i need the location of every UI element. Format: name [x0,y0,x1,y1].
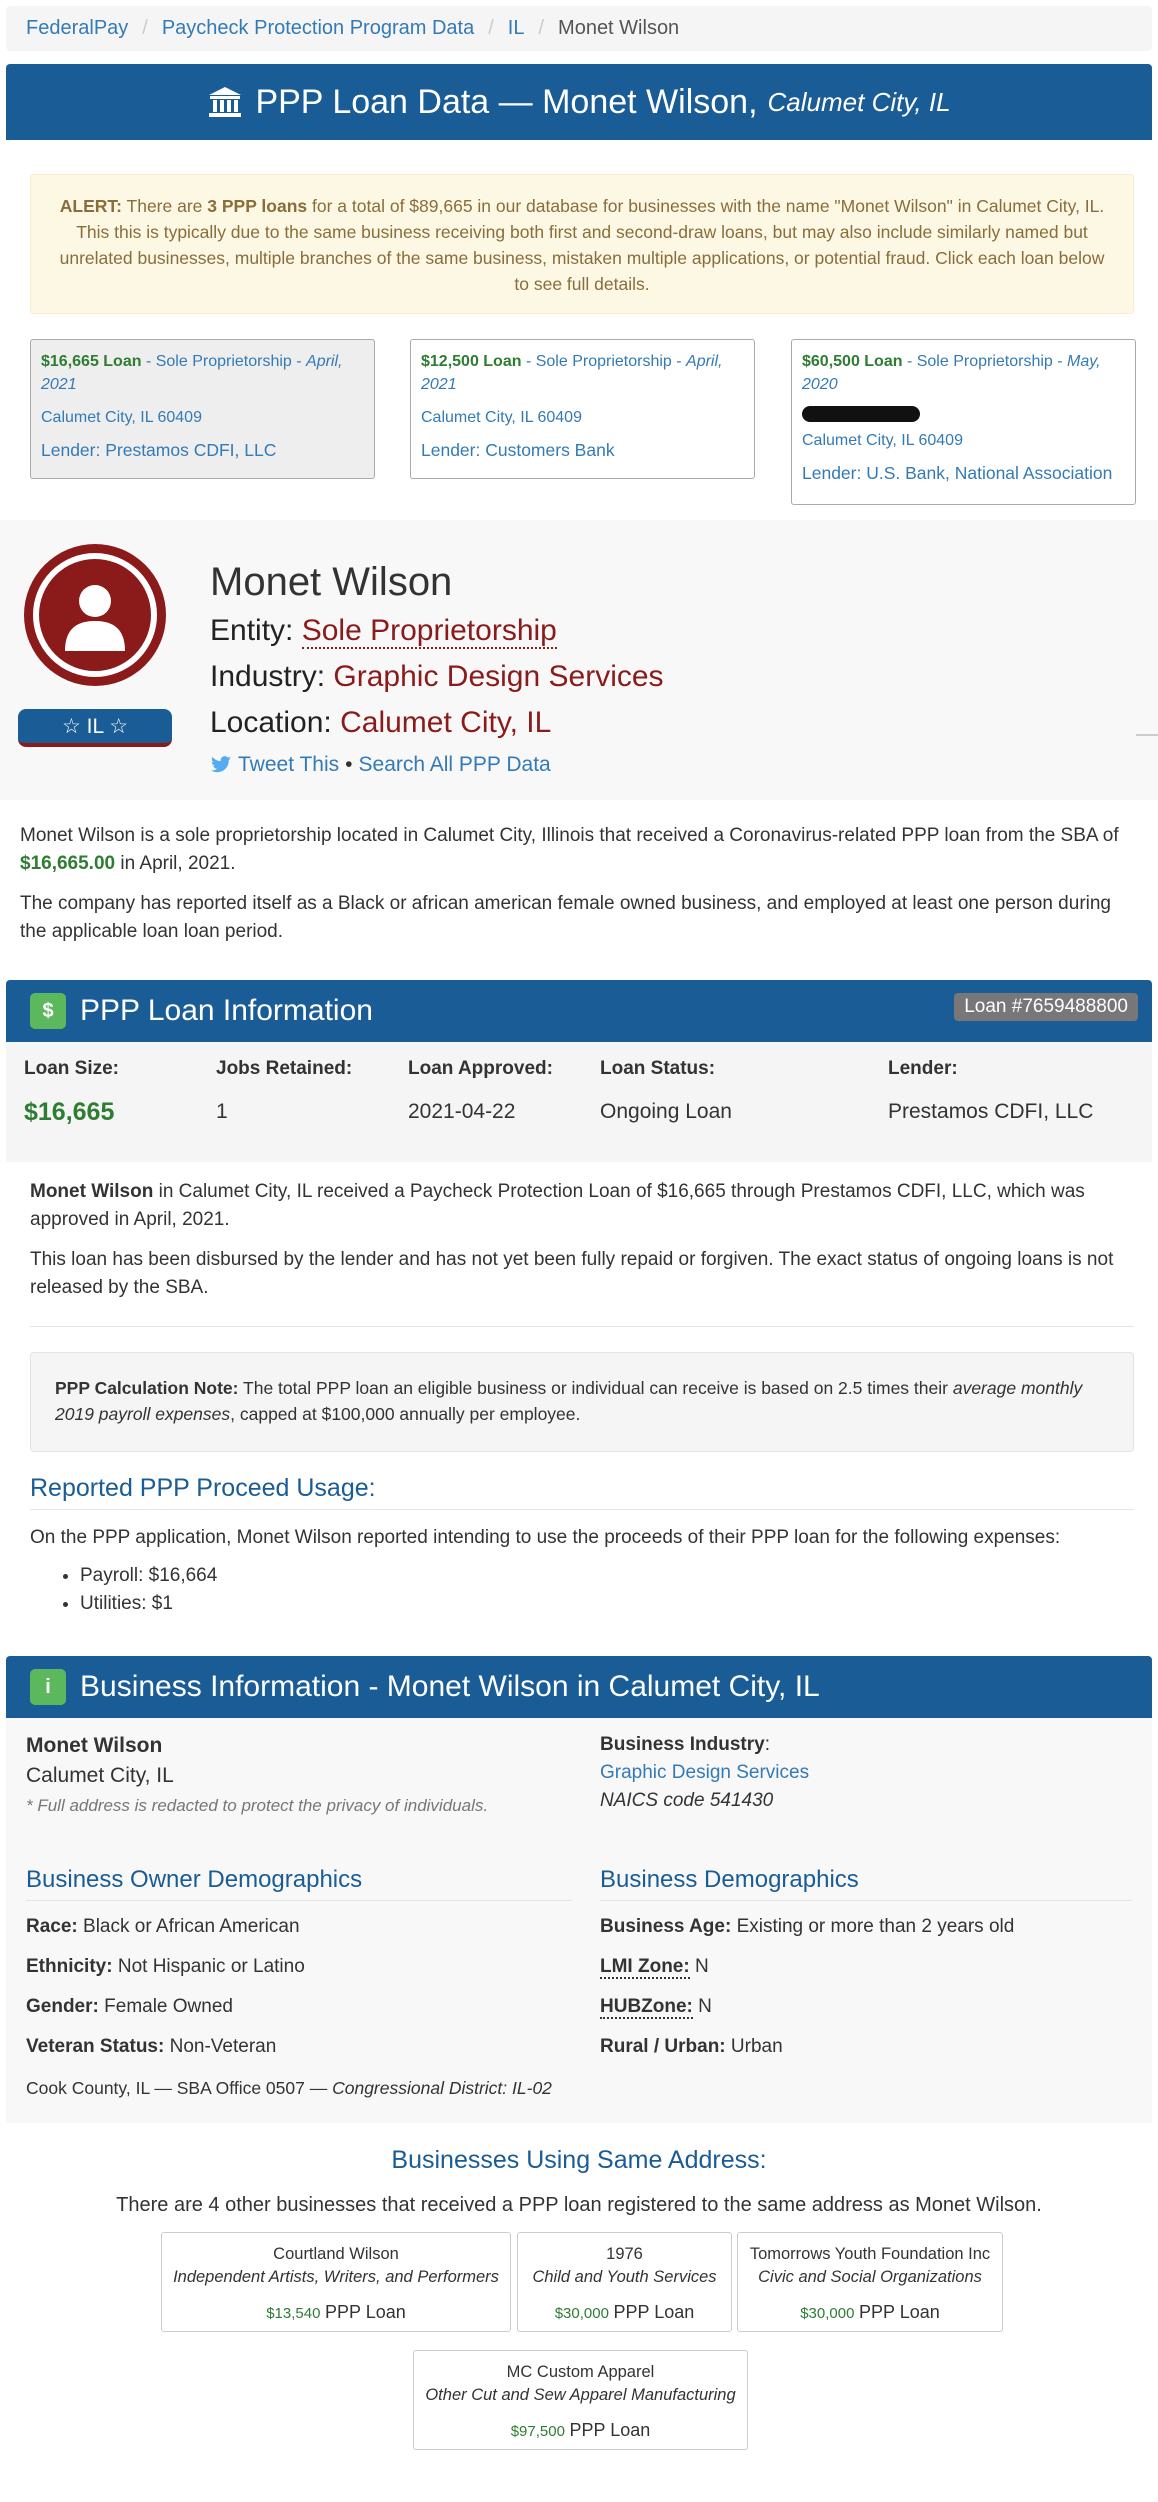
business-info-header [6,1656,1152,1718]
business-age [600,1916,1014,1938]
county-sba-text: Cook County, IL — SBA Office 0507 — [26,2078,328,2098]
stat-value: Prestamos CDFI, LLC [888,1100,1094,1123]
bank-icon [207,85,243,119]
loan-stats [6,1042,1152,1162]
business-card-name: MC Custom Apparel [506,2363,655,2381]
industry-label: Industry: [210,660,326,693]
loan-number-badge: Loan #7659488800 [954,993,1138,1021]
stat-value: 2021-04-22 [408,1100,516,1123]
industry-value[interactable]: Graphic Design Services [333,660,664,693]
entity-value[interactable]: Sole Proprietorship [301,614,557,647]
same-address-business-card[interactable] [737,2232,1003,2332]
person-icon [39,559,151,671]
owner-race [26,1916,300,1938]
loan-card-amount: $60,500 Loan [802,353,903,370]
usage-list [80,1562,217,1618]
stat-label: Lender: [888,1058,958,1079]
stat-value: 1 [216,1100,228,1123]
business-card-loan-label: PPP Loan [325,2302,406,2322]
owner-ethnicity [26,1956,305,1978]
breadcrumb-link-ppp-data[interactable]: Paycheck Protection Program Data [161,17,475,39]
owner-veteran [26,2036,276,2058]
loan-card-type: - Sole Proprietorship - [145,353,302,370]
privacy-note: * Full address is redacted to protect the privacy of individuals. [26,1796,489,1815]
stat-label: Loan Status: [600,1058,716,1079]
industry-row [210,660,664,694]
page-title: PPP Loan Data — Monet Wilson, [255,82,758,121]
entity-row [210,614,557,648]
breadcrumb-separator: / [538,17,545,39]
redacted-name-bar [802,406,920,422]
search-ppp-link[interactable]: Search All PPP Data [358,753,551,776]
summary-amount: $16,665.00 [20,853,116,874]
stat-label: Loan Approved: [408,1058,553,1079]
business-info-city: Calumet City, IL [26,1764,174,1787]
location-label: Location: [210,706,332,739]
label: Business Age: [600,1916,732,1937]
label[interactable]: HUBZone: [600,1996,693,2017]
stat-jobs-retained [216,1058,352,1124]
value: N [698,1996,712,2017]
summary-paragraph-2: The company has reported itself as a Black or african american female owned business, and employed at least one person during the applicable loan loan period. [20,893,1111,942]
business-card-loan-label: PPP Loan [859,2302,940,2322]
location-row [210,706,551,740]
usage-text: On the PPP application, Monet Wilson reported intending to use the proceeds of their PPP loan for the following expenses: [30,1527,1061,1548]
value: Urban [730,2036,783,2057]
loan-description-2: This loan has been disbursed by the lender and has not yet been fully repaid or forgiven. The exact status of ongoing loans is not released by the SBA. [30,1249,1114,1298]
loan-description-1 [30,1178,1130,1234]
avatar [24,544,166,686]
alert-count: 3 PPP loans [207,196,308,216]
summary-paragraph-1 [20,822,1138,878]
note-emphasis: average monthly 2019 payroll expenses [55,1378,1083,1424]
breadcrumb-current: Monet Wilson [558,17,680,39]
usage-title: Reported PPP Proceed Usage: [30,1474,1134,1510]
business-name: Monet Wilson [210,560,453,604]
business-card-industry: Other Cut and Sew Apparel Manufacturing [425,2386,736,2404]
value: Black or African American [83,1916,300,1937]
value: Existing or more than 2 years old [736,1916,1015,1937]
note-text: , capped at $100,000 annually per employee. [230,1404,581,1424]
tweet-link[interactable]: Tweet This [238,753,340,776]
stat-loan-status [600,1058,732,1124]
business-card-amount: $13,540 [266,2305,321,2322]
divider [30,1326,1134,1327]
business-info-body [6,1718,1152,2123]
loan-card-type: - Sole Proprietorship - [906,353,1063,370]
breadcrumb-separator: / [142,17,148,39]
owner-gender [26,1996,233,2018]
loan-card-amount: $12,500 Loan [421,353,522,370]
loan-card-amount: $16,665 Loan [41,353,142,370]
stat-label: Loan Size: [24,1058,120,1079]
value: Non-Veteran [169,2036,277,2057]
value: N [694,1956,709,1977]
business-card-industry: Child and Youth Services [532,2268,717,2286]
loan-card-date: April, 2021 [421,353,723,393]
value: Not Hispanic or Latino [117,1956,305,1977]
page-header [6,64,1152,140]
label: Veteran Status: [26,2036,165,2057]
label[interactable]: LMI Zone: [600,1956,690,1977]
county-sba-line [26,2078,552,2099]
loan-card-2[interactable] [410,339,755,479]
usage-item: • Payroll: $16,664 [80,1562,217,1590]
breadcrumb-link-federalpay[interactable]: FederalPay [26,17,129,39]
label: Business Industry [600,1734,765,1755]
label: Race: [26,1916,78,1937]
business-info-name: Monet Wilson [26,1734,163,1757]
loan-card-date: April, 2021 [41,353,343,393]
label: Rural / Urban: [600,2036,726,2057]
loan-card-address: Calumet City, IL 60409 [41,409,202,426]
stat-loan-approved [408,1058,553,1124]
business-industry-label: Business Industry: [600,1734,770,1755]
stat-label: Jobs Retained: [216,1058,353,1079]
page-title-location: Calumet City, IL [767,86,951,117]
business-card-industry: Independent Artists, Writers, and Performers [173,2268,499,2286]
summary-text: in April, 2021. [120,853,236,874]
loan-card-lender: Lender: Customers Bank [421,440,615,460]
twitter-icon[interactable] [210,756,232,774]
rural-urban [600,2036,783,2058]
stat-loan-size [24,1058,119,1127]
loan-card-3[interactable] [791,339,1136,505]
same-address-business-card[interactable] [517,2232,732,2332]
share-links [210,753,551,777]
loan-card-address: Calumet City, IL 60409 [802,432,963,449]
ppp-calculation-note [30,1352,1134,1452]
state-badge[interactable]: ☆ IL ☆ [18,709,172,747]
same-address-business-card[interactable] [413,2350,748,2450]
business-card-loan-label: PPP Loan [569,2420,651,2440]
loan-card-date: May, 2020 [802,353,1101,393]
stat-value: $16,665 [24,1098,115,1126]
business-card-industry: Civic and Social Organizations [758,2268,982,2286]
loan-card-lender: Lender: Prestamos CDFI, LLC [41,440,277,460]
dollar-icon: $ [30,993,66,1029]
hubzone [600,1996,712,2018]
same-address-business-card[interactable] [161,2232,511,2332]
breadcrumb-link-state[interactable]: IL [507,17,525,39]
stat-value: Ongoing Loan [600,1100,732,1123]
loan-description-name: Monet Wilson [30,1181,154,1202]
loan-info-title: PPP Loan Information [80,994,373,1027]
same-address-title: Businesses Using Same Address: [391,2146,767,2174]
business-card-loan-label: PPP Loan [613,2302,695,2322]
same-address-text: There are 4 other businesses that received a PPP loan registered to the same address as Monet Wilson. [116,2194,1042,2216]
label: Ethnicity: [26,1956,113,1977]
lmi-zone [600,1956,709,1978]
congressional-district: Congressional District: IL-02 [332,2078,552,2098]
note-text: The total PPP loan an eligible business or individual can receive is based on 2.5 times their [243,1378,948,1398]
owner-demographics-title: Business Owner Demographics [26,1866,572,1901]
info-icon: i [30,1669,66,1705]
business-industry-link[interactable]: Graphic Design Services [600,1762,810,1783]
usage-item: • Utilities: $1 [80,1590,217,1618]
entity-label: Entity: [210,614,294,647]
loan-info-header [6,980,1152,1042]
divider [1136,734,1158,736]
business-info-title: Business Information - Monet Wilson in Calumet City, IL [80,1670,820,1703]
business-card-name: Courtland Wilson [273,2245,399,2263]
business-card-name: 1976 [606,2245,643,2263]
breadcrumb [6,6,1152,51]
loan-card-1[interactable] [30,339,375,479]
business-card-amount: $97,500 [510,2423,565,2440]
value: Female Owned [104,1996,233,2017]
naics-code: NAICS code 541430 [600,1790,774,1811]
alert-text-1: There are [126,196,203,216]
loan-card-type: - Sole Proprietorship - [525,353,682,370]
loan-description-text: in Calumet City, IL received a Paycheck Protection Loan of $16,665 through Prestamos CDFI, LLC, which was approved in April, 2021. [30,1181,1085,1230]
stat-lender [888,1058,1093,1124]
location-value[interactable]: Calumet City, IL [340,706,552,739]
summary-text: Monet Wilson is a sole proprietorship located in Calumet City, Illinois that received a Coronavirus-related PPP loan from the SBA of [20,825,1119,846]
multiple-loans-alert [30,174,1134,314]
business-card-name: Tomorrows Youth Foundation Inc [749,2245,991,2263]
business-card-amount: $30,000 [800,2305,855,2322]
business-profile [0,520,1158,800]
loan-card-lender: Lender: U.S. Bank, National Association [802,463,1113,483]
loan-card-address: Calumet City, IL 60409 [421,409,582,426]
business-demographics-title: Business Demographics [600,1866,1132,1901]
business-card-amount: $30,000 [554,2305,609,2322]
alert-text-2: for a total of $89,665 in our database for businesses with the name "Monet Wilson" in Calumet City, IL. This this is typically due to the same business receiving both first and second-draw loans, but may also include similarly named but unrelated businesses, multiple branches of the same business, mistaken multiple applications, or potential fraud. Click each loan below to see full details. [59,196,1105,294]
label: Gender: [26,1996,99,2017]
breadcrumb-separator: / [488,17,494,39]
link-separator: • [345,753,353,776]
alert-prefix: ALERT: [59,196,122,216]
note-label: PPP Calculation Note: [55,1378,239,1398]
